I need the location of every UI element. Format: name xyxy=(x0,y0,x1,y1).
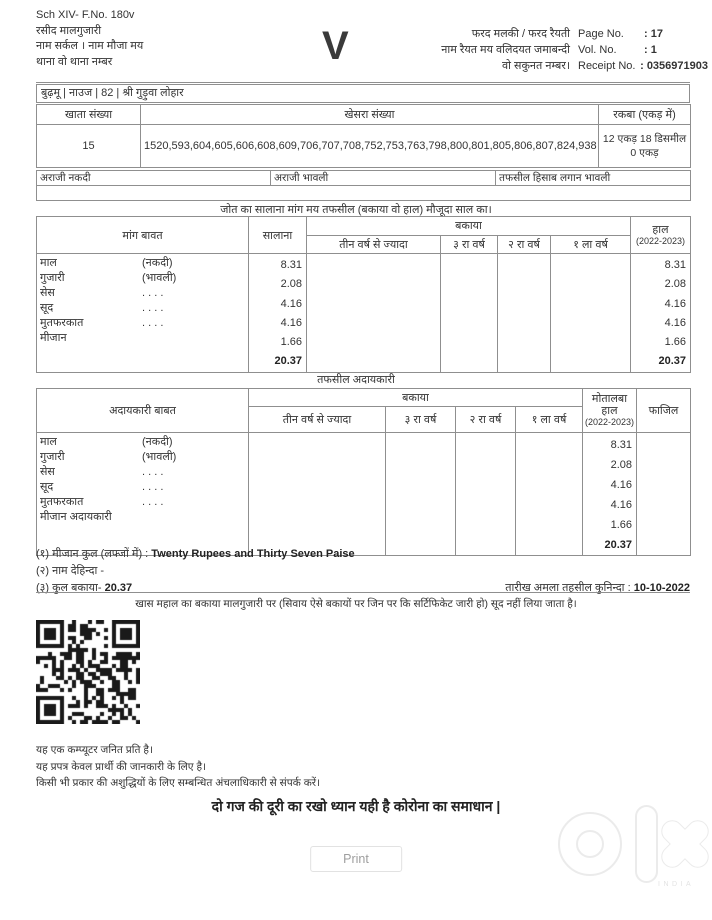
payment-item-label: माल xyxy=(40,436,57,448)
fazil-col-header: फाजिल xyxy=(637,389,691,433)
demand-item-note: (नकदी) xyxy=(142,257,173,269)
demand-item-row xyxy=(37,301,248,316)
payment-item-note: . . . . xyxy=(142,481,164,493)
current-value: 4.16 xyxy=(664,297,686,310)
payment-items xyxy=(37,433,249,556)
payment-table xyxy=(36,388,691,556)
khata-col-header: खाता संख्या xyxy=(37,105,141,125)
demand-col-header: मांग बावत xyxy=(37,217,249,254)
demand-table-caption: जोत का सालाना मांग मय तफसील (बकाया वो हाल) मौजूदा साल का। xyxy=(220,204,492,216)
demand-item-row xyxy=(37,286,248,301)
yr1-empty-cell xyxy=(551,254,631,373)
total-due-row xyxy=(36,580,690,597)
motalba-line3: (2022-2023) xyxy=(584,417,635,427)
corona-slogan: दो गज की दूरी का रखो ध्यान यही है कोरोना का समाधान | xyxy=(211,798,501,814)
current-values-cell xyxy=(631,254,691,373)
demand-item-label: मीजान xyxy=(40,332,67,344)
page-no-value: : 17 xyxy=(644,28,663,40)
vol-no-row xyxy=(578,42,708,58)
total-due-label: (३) कुल बकाया- xyxy=(36,582,102,594)
receipt-no-row xyxy=(578,58,708,74)
receipt-meta xyxy=(578,26,708,74)
demand-item-label: मुतफरकात xyxy=(40,317,84,329)
payment-yr3-empty xyxy=(386,433,456,556)
farad-label: फरद मलकी / फरद रैयती xyxy=(471,28,570,40)
form-title: रसीद मालगुजारी xyxy=(36,24,102,37)
current-value: 4.16 xyxy=(664,316,686,329)
khesra-col-header: खेसरा संख्या xyxy=(141,105,599,125)
olx-o-inner xyxy=(577,831,603,857)
tafsil-hisab-label: तफसील हिसाब लगान भावली xyxy=(496,171,691,186)
araji-table xyxy=(36,170,691,201)
form-header-right xyxy=(441,26,570,74)
thana-label: थाना वो थाना नम्बर xyxy=(36,55,113,68)
araji-bhawali-label: अराजी भावली xyxy=(271,171,496,186)
khesra-numbers-value: 1520,593,604,605,606,608,609,706,707,708,752,753,763,798,800,801,805,806,807,824,938 xyxy=(144,140,597,152)
motalba-value: 4.16 xyxy=(610,499,632,511)
annual-value: 4.16 xyxy=(280,316,302,329)
demand-items xyxy=(37,254,249,373)
demand-item-label: सेस xyxy=(40,287,55,299)
payment-item-label: मुतफरकात xyxy=(40,496,84,508)
payment-item-row xyxy=(37,480,248,495)
yr3-col-header: ३ रा वर्ष xyxy=(441,235,498,254)
payment-item-note: . . . . xyxy=(142,496,164,508)
receipt-no-value: : 0356971903 xyxy=(640,60,708,72)
more3yr-empty-cell xyxy=(307,254,441,373)
payment-table-caption: तफसील अदायकारी xyxy=(317,374,395,386)
sakunat-label: वो सकुनत नम्बर। xyxy=(502,60,570,72)
motalba-line2: हाल xyxy=(601,405,618,417)
annual-value: 2.08 xyxy=(280,278,302,291)
raiyat-label: नाम रैयत मय वलिदयत जमाबन्दी xyxy=(441,44,570,56)
disclaimer-line: यह प्रपत्र केवल प्रार्थी की जानकारी के लिए है। xyxy=(36,760,207,773)
receipt-no-label: Receipt No. xyxy=(578,60,636,72)
payment-more3yr-header: तीन वर्ष से ज्यादा xyxy=(249,407,386,433)
payment-item-row xyxy=(37,510,248,525)
annual-col-header: सालाना xyxy=(249,217,307,254)
yr2-col-header: २ रा वर्ष xyxy=(498,235,551,254)
total-in-words-label: (१) मीजान कुल (लफ्जों में) : xyxy=(36,548,149,560)
khesra-numbers xyxy=(141,125,599,168)
disclaimer-line: किसी भी प्रकार की अशुद्धियों के लिए सम्बन्धित अंचलाधिकारी से संपर्क करें। xyxy=(36,777,321,789)
motalba-value: 20.37 xyxy=(604,539,632,551)
payment-yr1-empty xyxy=(516,433,583,556)
payment-yr1-header: १ ला वर्ष xyxy=(516,407,583,433)
annual-value: 8.31 xyxy=(280,259,302,271)
rakba-value xyxy=(599,125,691,168)
demand-item-note: . . . . xyxy=(142,302,164,314)
current-col-line2: (2022-2023) xyxy=(635,235,686,246)
village-location-box: बुढ़मू | नाउज | 82 | श्री गुड़ुवा लोहार xyxy=(36,84,690,103)
yr3-empty-cell xyxy=(441,254,498,373)
olx-watermark-icon xyxy=(552,800,710,890)
summary-block xyxy=(36,546,690,597)
payment-item-label: मीजान अदायकारी xyxy=(40,511,112,523)
rakba-line1: 12 एकड़ 18 डिसमील xyxy=(602,133,687,145)
demand-item-row xyxy=(37,316,248,331)
payment-item-note: (भावली) xyxy=(142,451,177,463)
araji-empty-row xyxy=(37,186,691,201)
payment-item-label: सूद xyxy=(40,481,54,493)
annual-value: 4.16 xyxy=(280,297,302,310)
payment-item-row xyxy=(37,450,248,465)
motalba-values-cell xyxy=(583,433,637,556)
disclaimer-line: यह एक कम्प्यूटर जनित प्रति है। xyxy=(36,744,153,756)
rakba-line2: 0 एकड़ xyxy=(630,147,659,159)
current-col-header xyxy=(631,217,691,254)
payment-item-row xyxy=(37,465,248,480)
page-no-row xyxy=(578,26,708,42)
payment-yr2-empty xyxy=(456,433,516,556)
payment-yr2-header: २ रा वर्ष xyxy=(456,407,516,433)
page-no-label: Page No. xyxy=(578,28,624,40)
form-header-left xyxy=(36,8,143,70)
motalba-line1: मोतालबा xyxy=(591,393,628,405)
payment-item-note: . . . . xyxy=(142,466,164,478)
araji-nakdi-label: अराजी नकदी xyxy=(37,171,271,186)
demand-item-label: गुजारी xyxy=(40,272,65,284)
olx-l-bar xyxy=(636,806,657,882)
payment-more3yr-empty xyxy=(249,433,386,556)
current-col-line1: हाल xyxy=(652,223,669,236)
vol-no-value: : 1 xyxy=(644,44,657,56)
payment-item-row xyxy=(37,495,248,510)
tehsil-date xyxy=(505,580,690,597)
circle-name-label: नाम सर्कल । नाम मौजा मय xyxy=(36,40,144,52)
olx-x-shape xyxy=(658,817,710,871)
tehsil-date-value: 10-10-2022 xyxy=(633,582,690,594)
demand-table xyxy=(36,216,691,373)
tehsil-date-label: तारीख अमला तहसील कुनिन्दा : xyxy=(505,582,631,594)
khata-table xyxy=(36,104,691,168)
demand-item-label: सूद xyxy=(40,302,54,314)
payment-yr3-header: ३ रा वर्ष xyxy=(386,407,456,433)
v-logo: V xyxy=(322,24,349,68)
annual-values-cell xyxy=(249,254,307,373)
khas-mahal-note: खास महाल का बकाया मालगुजारी पर (सिवाय ऐसे बकायों पर जिन पर कि सर्टिफिकेट जारी हो) सूद नहीं लिया जाता है। xyxy=(135,598,577,610)
demand-item-note: . . . . xyxy=(142,317,164,329)
payment-arrears-header: बकाया xyxy=(249,389,583,407)
khata-number: 15 xyxy=(37,125,141,168)
demand-item-row xyxy=(37,256,248,271)
more3yr-col-header: तीन वर्ष से ज्यादा xyxy=(307,235,441,254)
annual-value: 20.37 xyxy=(274,355,302,368)
naam-dehinda-row: (२) नाम देहिन्दा - xyxy=(36,565,105,577)
total-due-value: 20.37 xyxy=(104,582,133,594)
total-in-words-value: Twenty Rupees and Thirty Seven Paise xyxy=(151,548,355,560)
current-value: 2.08 xyxy=(664,278,686,291)
demand-item-note: . . . . xyxy=(142,287,164,299)
current-value: 20.37 xyxy=(658,355,686,368)
payment-item-label: सेस xyxy=(40,466,55,478)
demand-item-label: माल xyxy=(40,257,57,269)
motalba-value: 4.16 xyxy=(610,479,632,491)
rakba-col-header: रकबा (एकड़ में) xyxy=(599,105,691,125)
motalba-value: 2.08 xyxy=(610,459,632,471)
print-button[interactable]: Print xyxy=(310,846,402,872)
demand-item-note: (भावली) xyxy=(142,272,177,284)
demand-item-row xyxy=(37,271,248,286)
demand-item-row xyxy=(37,331,248,346)
annual-value: 1.66 xyxy=(280,336,302,349)
disclaimer-block xyxy=(36,742,320,792)
current-value: 8.31 xyxy=(664,259,686,271)
payment-col-header: अदायकारी बाबत xyxy=(37,389,249,433)
motalba-value: 8.31 xyxy=(610,439,632,451)
qr-code xyxy=(36,620,140,724)
payment-item-row xyxy=(37,435,248,450)
motalba-value: 1.66 xyxy=(610,519,632,531)
arrears-col-header: बकाया xyxy=(307,217,631,236)
motalba-col-header xyxy=(583,389,637,433)
current-value: 1.66 xyxy=(664,336,686,349)
yr2-empty-cell xyxy=(498,254,551,373)
summary-divider xyxy=(36,592,690,593)
olx-india-text: INDIA xyxy=(658,881,695,888)
total-due-left xyxy=(36,580,132,597)
payment-item-note: (नकदी) xyxy=(142,436,173,448)
payment-item-label: गुजारी xyxy=(40,451,65,463)
total-in-words-row xyxy=(36,546,690,563)
yr1-col-header: १ ला वर्ष xyxy=(551,235,631,254)
vol-no-label: Vol. No. xyxy=(578,44,617,56)
fazil-empty-cell xyxy=(637,433,691,556)
form-number: Sch XIV- F.No. 180v xyxy=(36,9,135,21)
header-divider xyxy=(36,82,690,83)
